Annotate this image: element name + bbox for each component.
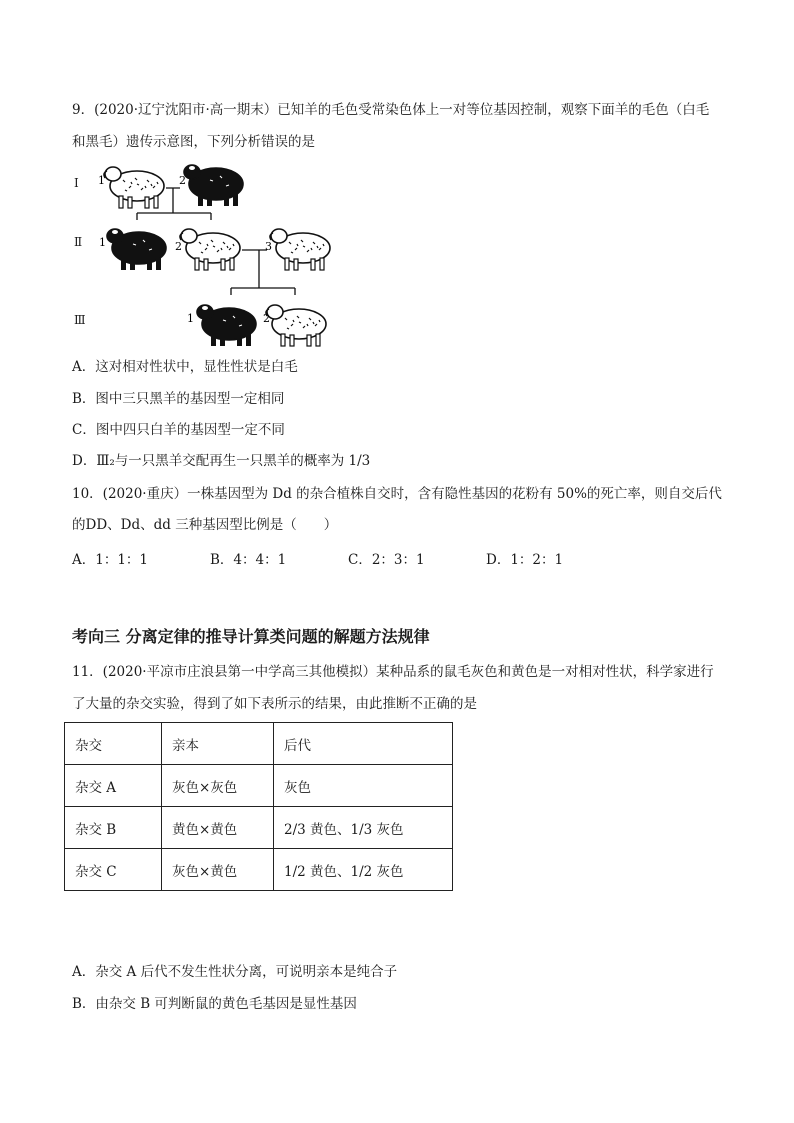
- cross-results-table: [64, 722, 453, 891]
- table-cell: 灰色: [274, 765, 453, 807]
- table-cell: 灰色×灰色: [162, 765, 274, 807]
- q11-option-b: B．由杂交 B 可判断鼠的黄色毛基因是显性基因: [72, 996, 357, 1012]
- q10-stem-line2: 的DD、Dd、dd 三种基因型比例是（ ）: [72, 517, 338, 533]
- generation-label-1: Ⅰ: [74, 176, 79, 190]
- q10-option-a: A．1：1：1: [72, 552, 149, 568]
- generation-label-2: Ⅱ: [74, 235, 83, 249]
- q9-option-b: B．图中三只黑羊的基因型一定相同: [72, 391, 285, 407]
- q9-stem-line2: 和黑毛）遗传示意图，下列分析错误的是: [72, 134, 315, 150]
- pedigree-diagram: [95, 158, 375, 358]
- sheep-number-II3: 3: [265, 240, 272, 253]
- q10-stem-line1: 10．(2020·重庆）一株基因型为 Dd 的杂合植株自交时，含有隐性基因的花粉有 50%的死亡率，则自交后代: [72, 486, 722, 502]
- table-row: [65, 807, 453, 849]
- q10-options: [72, 548, 712, 568]
- q10-option-b: B．4：4：1: [210, 552, 287, 568]
- q9-stem-line1: 9．(2020·辽宁沈阳市·高一期末）已知羊的毛色受常染色体上一对等位基因控制，观察下面羊的毛色（白毛: [72, 102, 710, 118]
- sheep-II2-white: [180, 229, 240, 270]
- table-header-cell: 杂交: [65, 723, 162, 765]
- table-cell: 杂交 B: [65, 807, 162, 849]
- sheep-III2-white: [266, 305, 326, 346]
- table-header-cell: 亲本: [162, 723, 274, 765]
- table-row: [65, 849, 453, 891]
- table-cell: 灰色×黄色: [162, 849, 274, 891]
- sheep-number-III1: 1: [187, 312, 194, 325]
- table-cell: 杂交 C: [65, 849, 162, 891]
- sheep-number-II1: 1: [99, 236, 106, 249]
- q10-option-d: D．1：2：1: [486, 552, 564, 568]
- sheep-I2-black: [184, 165, 243, 206]
- sheep-number-III2: 2: [263, 312, 270, 325]
- sheep-III1-black: [197, 305, 256, 346]
- q9-option-d: D．Ⅲ₂与一只黑羊交配再生一只黑羊的概率为 1/3: [72, 453, 371, 469]
- q10-option-c: C．2：3：1: [348, 552, 425, 568]
- table-header-row: [65, 723, 453, 765]
- sheep-II3-white: [270, 229, 330, 270]
- q9-option-a: A．这对相对性状中，显性性状是白毛: [72, 359, 298, 375]
- table-row: [65, 765, 453, 807]
- sheep-II1-black: [107, 229, 166, 270]
- q11-stem-line1: 11．(2020·平凉市庄浪县第一中学高三其他模拟）某种品系的鼠毛灰色和黄色是一对相对性状，科学家进行: [72, 664, 714, 680]
- table-cell: 黄色×黄色: [162, 807, 274, 849]
- sheep-number-I2: 2: [179, 174, 186, 187]
- q11-stem-line2: 了大量的杂交实验，得到了如下表所示的结果，由此推断不正确的是: [72, 696, 477, 712]
- table-cell: 1/2 黄色、1/2 灰色: [274, 849, 453, 891]
- table-cell: 2/3 黄色、1/3 灰色: [274, 807, 453, 849]
- generation-label-3: Ⅲ: [74, 313, 86, 327]
- sheep-I1-white: [104, 167, 164, 208]
- sheep-number-I1: 1: [98, 174, 105, 187]
- section-heading: 考向三 分离定律的推导计算类问题的解题方法规律: [72, 627, 430, 646]
- table-cell: 杂交 A: [65, 765, 162, 807]
- q11-option-a: A．杂交 A 后代不发生性状分离，可说明亲本是纯合子: [72, 964, 398, 980]
- table-header-cell: 后代: [274, 723, 453, 765]
- q9-option-c: C．图中四只白羊的基因型一定不同: [72, 422, 285, 438]
- sheep-number-II2: 2: [175, 240, 182, 253]
